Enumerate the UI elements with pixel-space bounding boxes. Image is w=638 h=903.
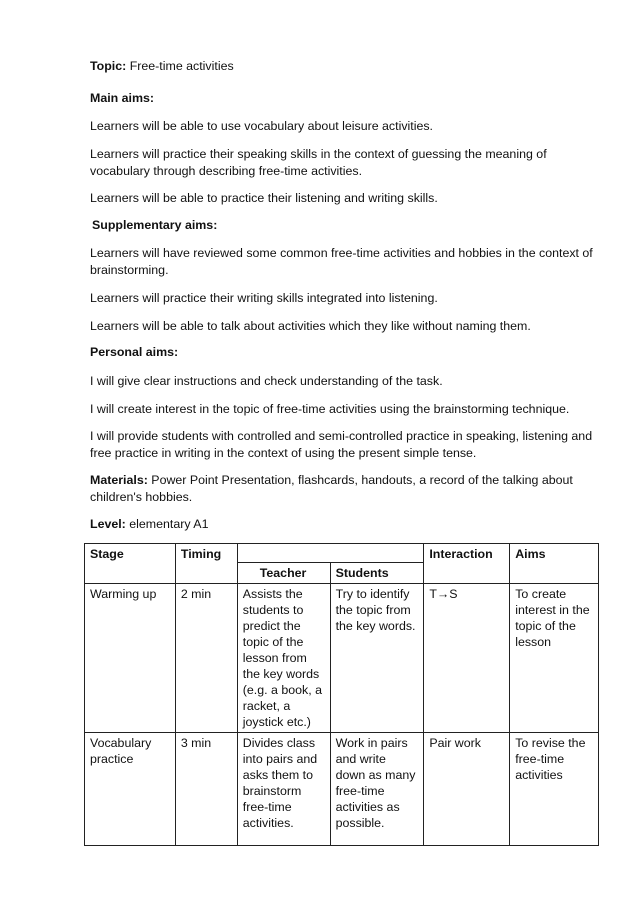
cell-timing: 3 min	[175, 733, 237, 846]
header-students: Students	[330, 563, 424, 584]
cell-aims: To revise the free-time activities	[510, 733, 599, 846]
table-row	[85, 733, 599, 846]
header-teacher: Teacher	[237, 563, 330, 584]
main-aim-2: Learners will practice their speaking skills in the context of guessing the meaning of vocabulary through describing free-time activities.	[90, 147, 547, 178]
cell-interaction: Pair work	[424, 733, 510, 846]
personal-aim-3: I will provide students with controlled and semi-controlled practice in speaking, listening and free practice in writing in the context of using the present simple tense.	[90, 429, 593, 460]
materials-line	[90, 472, 600, 506]
cell-timing: 2 min	[175, 584, 237, 733]
header-stage: Stage	[85, 544, 176, 584]
table-row	[85, 584, 599, 733]
main-aim-1: Learners will be able to use vocabulary about leisure activities.	[90, 119, 433, 133]
cell-students: Try to identify the topic from the key words.	[330, 584, 424, 733]
main-aim-3: Learners will be able to practice their listening and writing skills.	[90, 191, 438, 205]
cell-teacher: Assists the students to predict the topic of the lesson from the key words (e.g. a book, a racket, a joystick etc.)	[237, 584, 330, 733]
personal-aim-1: I will give clear instructions and check understanding of the task.	[90, 374, 443, 388]
materials-label: Materials:	[90, 473, 148, 487]
main-aims-heading: Main aims:	[90, 91, 155, 105]
supplementary-aim-3: Learners will be able to talk about activities which they like without naming them.	[90, 319, 531, 333]
topic-value: Free-time activities	[126, 59, 234, 73]
topic-label: Topic:	[90, 59, 127, 73]
cell-students: Work in pairs and write down as many free-time activities as possible.	[330, 733, 424, 846]
header-timing: Timing	[175, 544, 237, 584]
level-value: elementary A1	[125, 517, 209, 531]
supplementary-aim-2: Learners will practice their writing skills integrated into listening.	[90, 291, 438, 305]
level-line	[90, 516, 600, 533]
topic-line	[90, 58, 600, 75]
supplementary-aims-heading: Supplementary aims:	[92, 218, 218, 232]
header-interaction: Interaction	[424, 544, 510, 584]
supplementary-aim-1: Learners will have reviewed some common free-time activities and hobbies in the context of brainstorming.	[90, 246, 593, 277]
level-label: Level:	[90, 517, 126, 531]
cell-stage: Vocabulary practice	[85, 733, 176, 846]
table-header-row	[85, 544, 599, 563]
cell-aims: To create interest in the topic of the lesson	[510, 584, 599, 733]
materials-value: Power Point Presentation, flashcards, handouts, a record of the talking about children's hobbies.	[90, 473, 573, 504]
header-aims: Aims	[510, 544, 599, 584]
cell-teacher: Divides class into pairs and asks them to brainstorm free-time activities.	[237, 733, 330, 846]
cell-interaction: T→S	[424, 584, 510, 733]
header-procedure-blank	[237, 544, 424, 563]
personal-aims-heading: Personal aims:	[90, 345, 179, 359]
lesson-stage-table	[84, 543, 599, 846]
personal-aim-2: I will create interest in the topic of free-time activities using the brainstorming technique.	[90, 402, 570, 416]
cell-stage: Warming up	[85, 584, 176, 733]
